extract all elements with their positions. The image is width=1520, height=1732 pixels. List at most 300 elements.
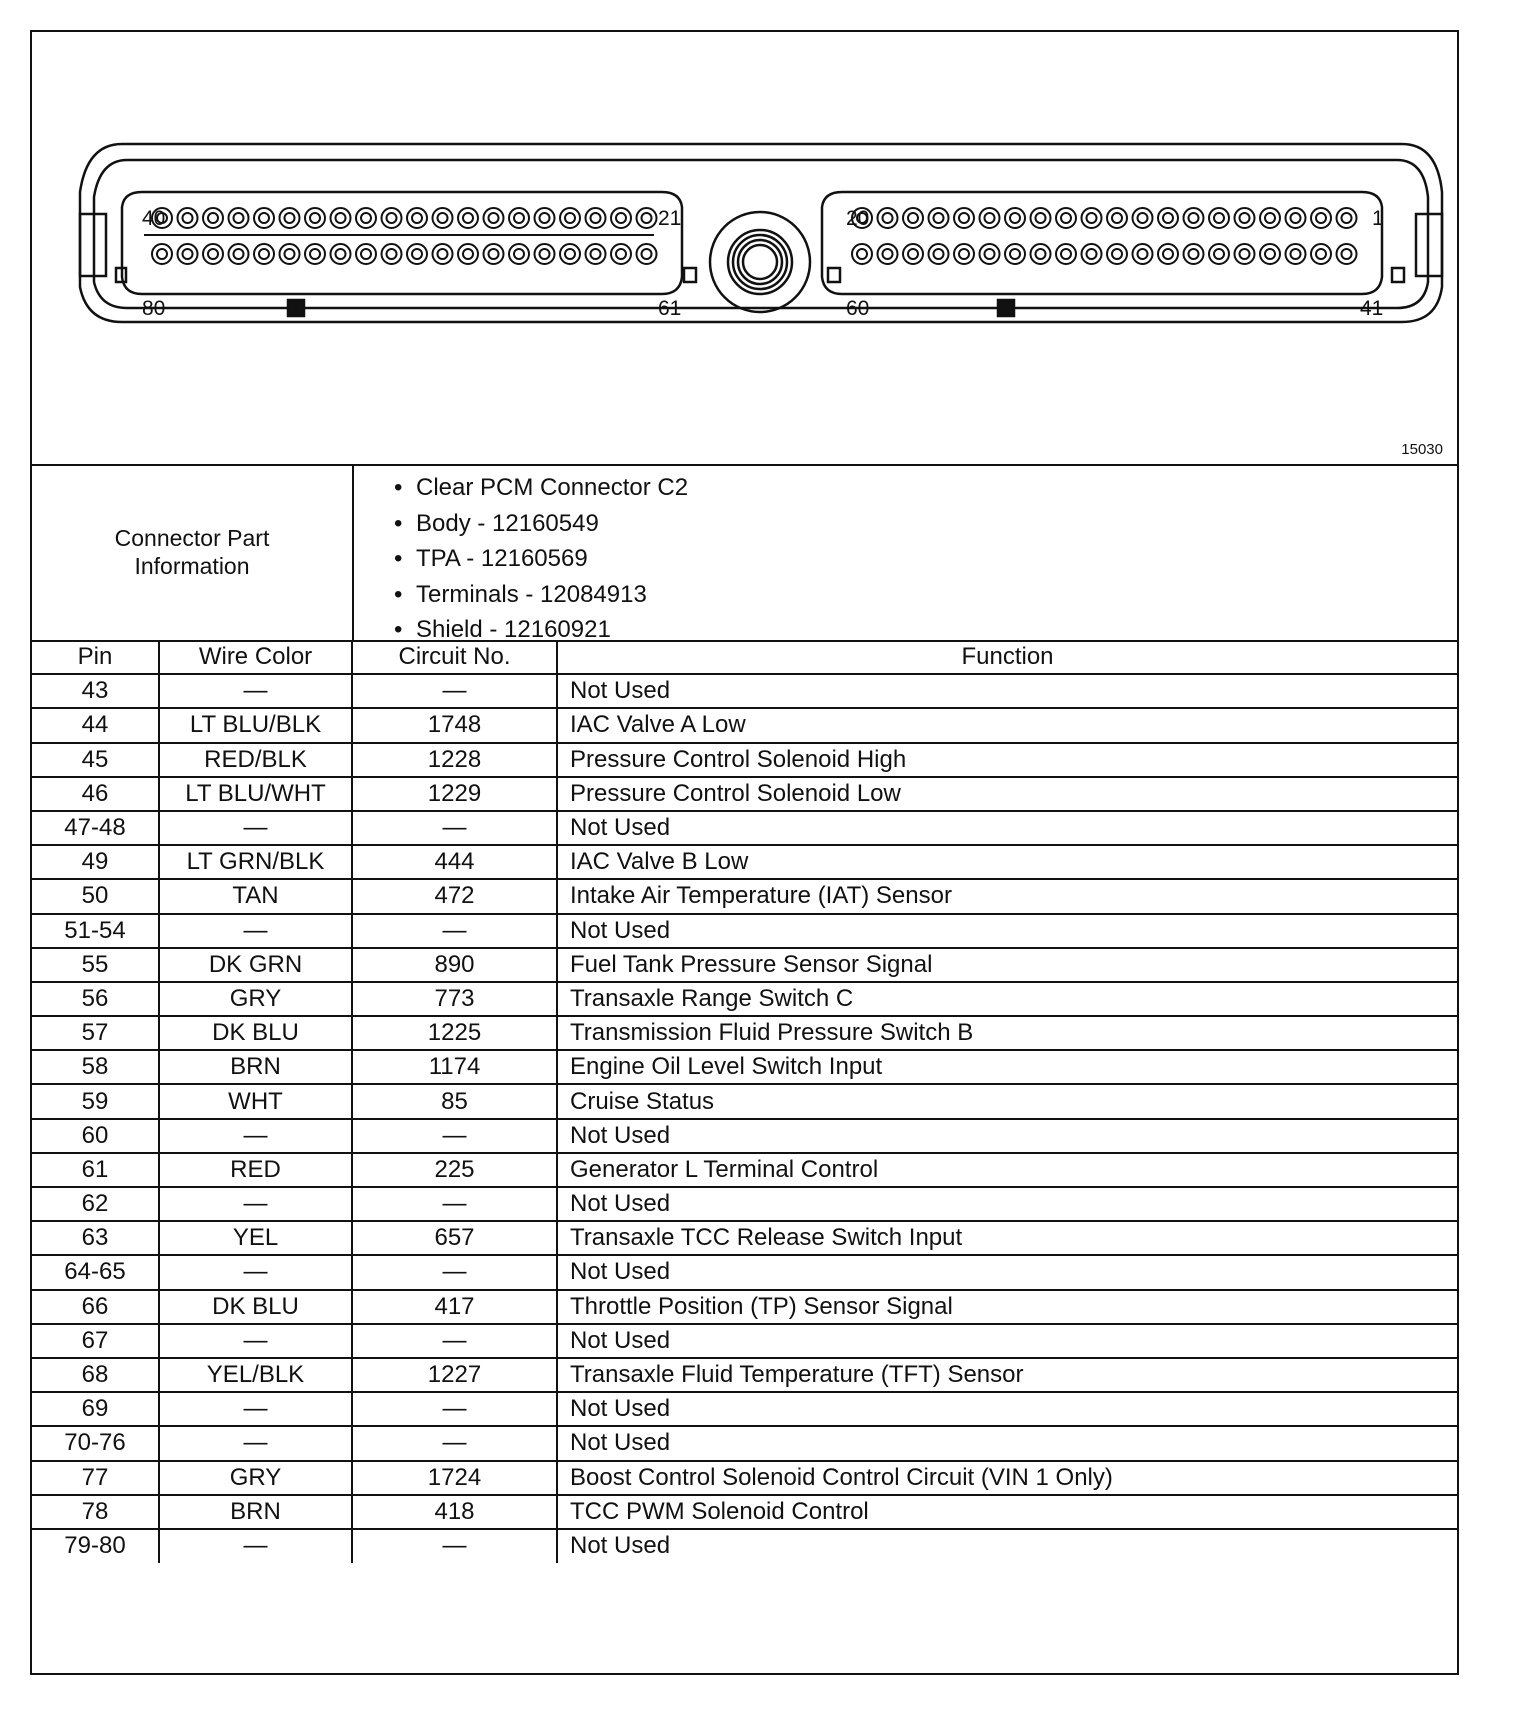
pin-cavity: [586, 244, 606, 264]
pin-cavity: [1260, 244, 1280, 264]
pin-cavity: [1005, 208, 1025, 228]
pin-cavity: [1082, 208, 1102, 228]
pin-cavity-inner: [438, 249, 448, 259]
pin-cavity-inner: [1138, 213, 1148, 223]
pin-cell: 69: [32, 1392, 159, 1426]
connector-face-drawing: [32, 32, 1457, 462]
pin-cavity: [484, 208, 504, 228]
table-row: [32, 708, 1457, 742]
table-row: [32, 982, 1457, 1016]
wire-color-cell: WHT: [159, 1084, 352, 1118]
wire-color-cell: DK GRN: [159, 948, 352, 982]
table-row: [32, 1290, 1457, 1324]
pin-cavity-inner: [1112, 249, 1122, 259]
pin-cavity: [980, 208, 1000, 228]
pin-label-40: 40: [142, 207, 166, 230]
function-cell: Throttle Position (TP) Sensor Signal: [557, 1290, 1457, 1324]
pin-cavity: [254, 208, 274, 228]
table-row: [32, 1529, 1457, 1563]
circuit-number-cell: 773: [352, 982, 557, 1016]
pin-cavity: [535, 244, 555, 264]
pin-cell: 77: [32, 1461, 159, 1495]
pin-cavity: [280, 244, 300, 264]
table-row: [32, 1153, 1457, 1187]
function-cell: Not Used: [557, 1119, 1457, 1153]
pin-cavity-inner: [463, 213, 473, 223]
pin-cavity: [433, 208, 453, 228]
wire-color-cell: GRY: [159, 982, 352, 1016]
table-row: [32, 1324, 1457, 1358]
pin-cell: 43: [32, 674, 159, 708]
pin-cavity-inner: [565, 249, 575, 259]
wire-color-cell: —: [159, 1392, 352, 1426]
pin-cavity: [878, 244, 898, 264]
function-cell: Transaxle Fluid Temperature (TFT) Sensor: [557, 1358, 1457, 1392]
circuit-number-cell: 1227: [352, 1358, 557, 1392]
table-row: [32, 811, 1457, 845]
pin-label-60: 60: [846, 297, 870, 320]
pin-cavity-inner: [959, 213, 969, 223]
pin-cavity-inner: [1291, 249, 1301, 259]
pin-cell: 45: [32, 743, 159, 777]
header-wire-color: Wire Color: [159, 640, 352, 674]
pin-cavity: [382, 208, 402, 228]
pin-cavity-inner: [591, 249, 601, 259]
pin-cavity-inner: [310, 213, 320, 223]
pin-cavity: [929, 244, 949, 264]
pin-cavity-inner: [857, 249, 867, 259]
wire-color-cell: DK BLU: [159, 1290, 352, 1324]
pin-cavity: [203, 208, 223, 228]
pin-cell: 67: [32, 1324, 159, 1358]
pin-cavity: [954, 244, 974, 264]
pin-cavity: [586, 208, 606, 228]
pin-cavity-inner: [310, 249, 320, 259]
pin-cell: 50: [32, 879, 159, 913]
circuit-number-cell: —: [352, 1426, 557, 1460]
pin-cavity: [1311, 244, 1331, 264]
pin-cavity: [1031, 244, 1051, 264]
pin-cavity-inner: [959, 249, 969, 259]
pin-cavity: [637, 208, 657, 228]
pin-cavity-inner: [591, 213, 601, 223]
pin-cavity-inner: [1316, 249, 1326, 259]
pin-cavity-inner: [1010, 249, 1020, 259]
pin-cavity-inner: [412, 213, 422, 223]
pin-cavity-inner: [1342, 213, 1352, 223]
table-row: [32, 845, 1457, 879]
pin-cavity-inner: [514, 249, 524, 259]
pin-cavity-inner: [183, 249, 193, 259]
pin-cavity-inner: [1240, 213, 1250, 223]
circuit-number-cell: 1225: [352, 1016, 557, 1050]
circuit-number-cell: —: [352, 1255, 557, 1289]
connector-part-info: [32, 464, 1457, 642]
pin-cavity-inner: [1189, 249, 1199, 259]
pin-cavity-inner: [361, 213, 371, 223]
table-row: [32, 777, 1457, 811]
pin-cavity: [331, 208, 351, 228]
pin-cavity: [203, 244, 223, 264]
pin-cavity-inner: [387, 249, 397, 259]
wire-color-cell: LT BLU/WHT: [159, 777, 352, 811]
pin-cavity: [903, 208, 923, 228]
pin-cell: 62: [32, 1187, 159, 1221]
circuit-number-cell: 1228: [352, 743, 557, 777]
pin-cavity-inner: [259, 249, 269, 259]
pin-cavity: [356, 244, 376, 264]
circuit-number-cell: 1174: [352, 1050, 557, 1084]
pin-cavity-inner: [616, 213, 626, 223]
function-cell: Transaxle TCC Release Switch Input: [557, 1221, 1457, 1255]
pin-cavity: [1260, 208, 1280, 228]
function-cell: Pressure Control Solenoid High: [557, 743, 1457, 777]
wire-color-cell: YEL/BLK: [159, 1358, 352, 1392]
pin-cavity: [611, 244, 631, 264]
pin-cell: 57: [32, 1016, 159, 1050]
circuit-number-cell: 225: [352, 1153, 557, 1187]
function-cell: Not Used: [557, 1324, 1457, 1358]
pin-cell: 68: [32, 1358, 159, 1392]
pin-cavity-inner: [285, 213, 295, 223]
right-polarity-key: [998, 300, 1014, 316]
header-pin: Pin: [32, 640, 159, 674]
pin-cavity-inner: [1316, 213, 1326, 223]
pin-cavity-inner: [1087, 213, 1097, 223]
pin-cell: 64-65: [32, 1255, 159, 1289]
circuit-number-cell: 890: [352, 948, 557, 982]
pin-cavity: [407, 244, 427, 264]
pin-cavity: [152, 244, 172, 264]
pin-cavity: [280, 208, 300, 228]
table-row: [32, 1119, 1457, 1153]
connector-info-item: • Clear PCM Connector C2: [354, 470, 688, 506]
wire-color-cell: —: [159, 1255, 352, 1289]
pin-cavity: [1184, 208, 1204, 228]
pin-cavity-inner: [285, 249, 295, 259]
function-cell: Not Used: [557, 1255, 1457, 1289]
pin-cavity: [954, 208, 974, 228]
function-cell: Engine Oil Level Switch Input: [557, 1050, 1457, 1084]
function-cell: Fuel Tank Pressure Sensor Signal: [557, 948, 1457, 982]
pin-cavity-inner: [234, 249, 244, 259]
wire-color-cell: —: [159, 811, 352, 845]
circuit-number-cell: 1724: [352, 1461, 557, 1495]
table-row: [32, 1426, 1457, 1460]
pin-cavity-inner: [1061, 249, 1071, 259]
pin-cavity: [903, 244, 923, 264]
table-header-row: [32, 640, 1457, 674]
pin-cavity-inner: [1189, 213, 1199, 223]
pin-cavity: [1005, 244, 1025, 264]
left-polarity-key: [288, 300, 304, 316]
table-row: [32, 1084, 1457, 1118]
pin-cavity-inner: [540, 249, 550, 259]
circuit-number-cell: —: [352, 1392, 557, 1426]
pin-cavity: [1184, 244, 1204, 264]
pin-label-41: 41: [1360, 297, 1384, 320]
pin-cavity-inner: [1214, 213, 1224, 223]
pin-cavity-inner: [336, 213, 346, 223]
pin-cavity: [929, 208, 949, 228]
function-cell: Transmission Fluid Pressure Switch B: [557, 1016, 1457, 1050]
table-row: [32, 1050, 1457, 1084]
function-cell: IAC Valve A Low: [557, 708, 1457, 742]
pin-cavity-inner: [1214, 249, 1224, 259]
pin-cavity-inner: [234, 213, 244, 223]
wire-color-cell: —: [159, 1426, 352, 1460]
pin-cavity-inner: [934, 213, 944, 223]
pin-cavity: [1158, 208, 1178, 228]
pin-cavity: [484, 244, 504, 264]
pin-cell: 61: [32, 1153, 159, 1187]
pin-cavity: [1056, 208, 1076, 228]
pin-cavity: [458, 244, 478, 264]
pin-cavity-inner: [1265, 249, 1275, 259]
pin-label-21: 21: [658, 207, 682, 230]
pin-cavity-inner: [463, 249, 473, 259]
function-cell: Intake Air Temperature (IAT) Sensor: [557, 879, 1457, 913]
connector-document: [30, 30, 1459, 1675]
table-row: [32, 1016, 1457, 1050]
circuit-number-cell: —: [352, 914, 557, 948]
function-cell: Not Used: [557, 1392, 1457, 1426]
pin-cavity-inner: [387, 213, 397, 223]
pin-cavity: [229, 244, 249, 264]
wire-color-cell: —: [159, 1187, 352, 1221]
pin-cavity-inner: [361, 249, 371, 259]
circuit-number-cell: 472: [352, 879, 557, 913]
pin-cavity-inner: [908, 213, 918, 223]
pin-cavity: [1337, 208, 1357, 228]
pin-cavity: [1209, 244, 1229, 264]
pin-cavity: [1286, 244, 1306, 264]
circuit-number-cell: —: [352, 811, 557, 845]
pin-cavity-inner: [438, 213, 448, 223]
function-cell: Not Used: [557, 1529, 1457, 1563]
pin-cavity-inner: [1163, 213, 1173, 223]
table-row: [32, 1392, 1457, 1426]
pin-cavity-inner: [157, 249, 167, 259]
wire-color-cell: —: [159, 1529, 352, 1563]
pin-cell: 46: [32, 777, 159, 811]
pin-cavity-inner: [540, 213, 550, 223]
function-cell: Transaxle Range Switch C: [557, 982, 1457, 1016]
table-row: [32, 743, 1457, 777]
pin-cavity-inner: [1163, 249, 1173, 259]
connector-info-item: • Terminals - 12084913: [354, 577, 688, 613]
function-cell: Not Used: [557, 811, 1457, 845]
wire-color-cell: YEL: [159, 1221, 352, 1255]
function-cell: Not Used: [557, 1426, 1457, 1460]
wire-color-cell: RED/BLK: [159, 743, 352, 777]
pin-cavity-inner: [489, 213, 499, 223]
pin-cavity: [1209, 208, 1229, 228]
table-row: [32, 1358, 1457, 1392]
pin-cavity-inner: [642, 213, 652, 223]
pin-cell: 70-76: [32, 1426, 159, 1460]
table-row: [32, 948, 1457, 982]
circuit-number-cell: 1229: [352, 777, 557, 811]
pin-cell: 44: [32, 708, 159, 742]
function-cell: Not Used: [557, 1187, 1457, 1221]
table-row: [32, 674, 1457, 708]
pin-cavity: [1235, 244, 1255, 264]
pin-cavity: [458, 208, 478, 228]
wire-color-cell: GRY: [159, 1461, 352, 1495]
pin-cavity-inner: [985, 249, 995, 259]
pin-cell: 58: [32, 1050, 159, 1084]
pin-cavity: [1107, 208, 1127, 228]
connector-info-label: Connector Part Information: [32, 464, 354, 640]
circuit-number-cell: 418: [352, 1495, 557, 1529]
header-function: Function: [557, 640, 1457, 674]
connector-diagram: [32, 32, 1457, 466]
pin-cavity: [611, 208, 631, 228]
pin-cavity-inner: [883, 213, 893, 223]
housing-outer: [80, 144, 1442, 322]
pin-cavity: [878, 208, 898, 228]
pin-cavity: [1235, 208, 1255, 228]
pin-cavity-inner: [208, 249, 218, 259]
pin-cavity-inner: [1342, 249, 1352, 259]
pin-cavity-inner: [1291, 213, 1301, 223]
pin-cavity-inner: [883, 249, 893, 259]
wire-color-cell: LT BLU/BLK: [159, 708, 352, 742]
pin-cavity-inner: [1265, 213, 1275, 223]
pin-cavity: [433, 244, 453, 264]
pin-cavity-inner: [908, 249, 918, 259]
pin-cavity: [560, 244, 580, 264]
wire-color-cell: BRN: [159, 1050, 352, 1084]
pin-cavity-inner: [1036, 213, 1046, 223]
wire-color-cell: —: [159, 674, 352, 708]
pin-cavity-inner: [259, 213, 269, 223]
pin-cavity: [382, 244, 402, 264]
center-bolt: [710, 212, 810, 312]
pin-cavity: [305, 208, 325, 228]
pin-cavity: [637, 244, 657, 264]
pin-cavity: [178, 208, 198, 228]
pin-cell: 66: [32, 1290, 159, 1324]
pin-cavity-inner: [1061, 213, 1071, 223]
pin-cavity: [178, 244, 198, 264]
pin-cavity: [1133, 244, 1153, 264]
pin-cavity-inner: [514, 213, 524, 223]
table-row: [32, 1221, 1457, 1255]
function-cell: IAC Valve B Low: [557, 845, 1457, 879]
header-circuit-no: Circuit No.: [352, 640, 557, 674]
table-row: [32, 1187, 1457, 1221]
wire-color-cell: DK BLU: [159, 1016, 352, 1050]
pin-cavity: [1107, 244, 1127, 264]
pin-cavity-inner: [616, 249, 626, 259]
pin-cavity-inner: [934, 249, 944, 259]
pin-cavity-inner: [1036, 249, 1046, 259]
pin-cavity-inner: [1138, 249, 1148, 259]
pin-table: [32, 640, 1457, 1563]
circuit-number-cell: 444: [352, 845, 557, 879]
table-row: [32, 1495, 1457, 1529]
pin-cell: 79-80: [32, 1529, 159, 1563]
pin-cavity-inner: [336, 249, 346, 259]
function-cell: Boost Control Solenoid Control Circuit (VIN 1 Only): [557, 1461, 1457, 1495]
pin-cavity: [229, 208, 249, 228]
wire-color-cell: BRN: [159, 1495, 352, 1529]
figure-number: 15030: [1401, 441, 1443, 458]
wire-color-cell: —: [159, 1324, 352, 1358]
function-cell: Generator L Terminal Control: [557, 1153, 1457, 1187]
pin-cavity: [560, 208, 580, 228]
pin-cavity: [1286, 208, 1306, 228]
function-cell: Not Used: [557, 914, 1457, 948]
pin-cavity: [1056, 244, 1076, 264]
pin-label-20: 20: [846, 207, 870, 230]
table-row: [32, 1255, 1457, 1289]
pin-cavity-inner: [985, 213, 995, 223]
pin-cavity-inner: [412, 249, 422, 259]
pin-cell: 56: [32, 982, 159, 1016]
wire-color-cell: LT GRN/BLK: [159, 845, 352, 879]
pin-cavity-inner: [1010, 213, 1020, 223]
circuit-number-cell: 1748: [352, 708, 557, 742]
pin-cavity-inner: [489, 249, 499, 259]
connector-info-list: [354, 470, 688, 648]
circuit-number-cell: 657: [352, 1221, 557, 1255]
pin-cavity: [356, 208, 376, 228]
pin-cavity: [535, 208, 555, 228]
connector-info-item: • Shield - 12160921: [354, 612, 688, 648]
pin-cavity-inner: [1087, 249, 1097, 259]
wire-color-cell: —: [159, 1119, 352, 1153]
pin-label-61: 61: [658, 297, 682, 320]
pin-cavity: [1337, 244, 1357, 264]
pin-cell: 49: [32, 845, 159, 879]
circuit-number-cell: 417: [352, 1290, 557, 1324]
pin-cavity: [305, 244, 325, 264]
pin-label-80: 80: [142, 297, 166, 320]
pin-cell: 78: [32, 1495, 159, 1529]
circuit-number-cell: —: [352, 1119, 557, 1153]
circuit-number-cell: —: [352, 1324, 557, 1358]
pin-cavity: [1082, 244, 1102, 264]
wire-color-cell: RED: [159, 1153, 352, 1187]
pin-cavity: [1133, 208, 1153, 228]
table-row: [32, 1461, 1457, 1495]
pin-cavity: [331, 244, 351, 264]
wire-color-cell: TAN: [159, 879, 352, 913]
pin-cavity-inner: [565, 213, 575, 223]
pin-cavity: [407, 208, 427, 228]
pin-cavity: [509, 244, 529, 264]
pin-cavity-inner: [183, 213, 193, 223]
circuit-number-cell: —: [352, 1187, 557, 1221]
pin-cavity: [254, 244, 274, 264]
pin-cavity: [980, 244, 1000, 264]
pin-cavity-inner: [1112, 213, 1122, 223]
connector-info-item: • Body - 12160549: [354, 506, 688, 542]
circuit-number-cell: 85: [352, 1084, 557, 1118]
pin-cell: 47-48: [32, 811, 159, 845]
pin-cavity: [1158, 244, 1178, 264]
circuit-number-cell: —: [352, 674, 557, 708]
pin-cell: 63: [32, 1221, 159, 1255]
function-cell: TCC PWM Solenoid Control: [557, 1495, 1457, 1529]
pin-cell: 59: [32, 1084, 159, 1118]
pin-cell: 51-54: [32, 914, 159, 948]
connector-info-item: • TPA - 12160569: [354, 541, 688, 577]
pin-cavity: [1311, 208, 1331, 228]
